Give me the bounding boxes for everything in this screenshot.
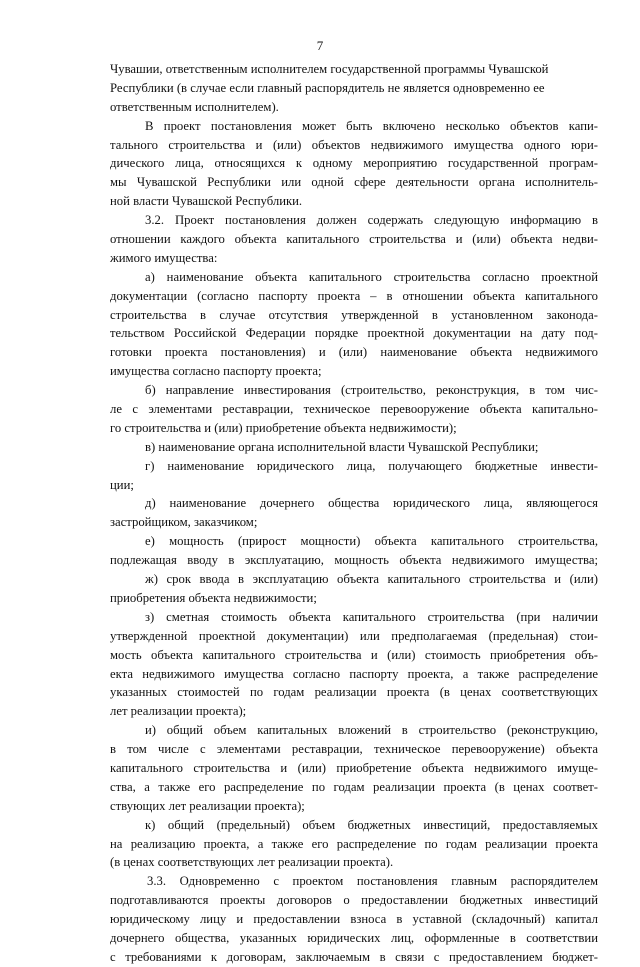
text-line: г) наименование юридического лица, получающего бюджетные инвести- bbox=[145, 458, 598, 473]
text-line: В проект постановления может быть включено несколько объектов капи- bbox=[145, 118, 598, 133]
text-line: ответственным исполнителем). bbox=[110, 99, 279, 114]
text-line: в) наименование органа исполнительной власти Чувашской Республики; bbox=[145, 439, 539, 454]
text-line: с требованиями к договорам, заключаемым в связи с предоставлением бюджет- bbox=[110, 949, 598, 964]
text-line: приобретения объекта недвижимости; bbox=[110, 590, 317, 605]
text-line: подлежащая вводу в эксплуатацию, мощность объекта недвижимого имущества; bbox=[110, 553, 598, 568]
text-line: е) мощность (прирост мощности) объекта капитального строительства, bbox=[145, 534, 598, 549]
text-line: имущества согласно паспорту проекта; bbox=[110, 364, 322, 379]
text-line: з) сметная стоимость объекта капитального строительства (при наличии bbox=[145, 609, 598, 624]
text-line: указанных стоимостей по годам реализации проекта (в ценах соответствующих bbox=[110, 685, 598, 700]
text-line: дического лица, относящихся к одному мероприятию государственной програм- bbox=[110, 156, 598, 171]
text-line: документации (согласно паспорту проекта – в отношении объекта капитального bbox=[110, 288, 598, 303]
text-line: а) наименование объекта капитального строительства согласно проектной bbox=[145, 269, 598, 284]
text-line: юридическому лицу и предоставлении взноса в уставной (складочный) капитал bbox=[110, 912, 598, 927]
text-line: тельством Российской Федерации порядке проектной документации на дату под- bbox=[110, 326, 598, 341]
text-line: утвержденной проектной документации) или предполагаемая (предельная) стои- bbox=[110, 628, 598, 643]
text-line: Республики (в случае если главный распорядитель не является одновременно ее bbox=[110, 80, 545, 95]
text-line: ле с элементами реставрации, техническое перевооружение объекта капитально- bbox=[110, 402, 598, 417]
text-line: 3.2. Проект постановления должен содержать следующую информацию в bbox=[145, 213, 598, 228]
text-line: застройщиком, заказчиком; bbox=[110, 515, 258, 530]
text-line: в том числе с элементами реставрации, техническое перевооружение) объекта bbox=[110, 742, 598, 757]
text-line: лет реализации проекта); bbox=[110, 704, 247, 719]
text-line: жимого имущества: bbox=[110, 250, 218, 265]
text-line: и) общий объем капитальных вложений в строительство (реконструкцию, bbox=[145, 723, 598, 738]
text-line: дочернего общества, указанных юридических лиц, оформленные в соответствии bbox=[110, 930, 598, 945]
page-number: 7 bbox=[316, 38, 324, 53]
text-line: екта недвижимого имущества согласно паспорту проекта, а также распределение bbox=[110, 666, 598, 681]
text-line: отношении каждого объекта капитального строительства и (или) объекта недви- bbox=[110, 232, 598, 247]
text-line: капитального строительства и (или) приобретение объекта недвижимого имуще- bbox=[110, 760, 598, 775]
text-line: подготавливаются проекты договоров о предоставлении бюджетных инвестиций bbox=[110, 893, 598, 908]
text-line: ции; bbox=[110, 477, 134, 492]
text-line: тального строительства и (или) объектов недвижимого имущества одного юри- bbox=[110, 137, 598, 152]
text-line: мость объекта капитального строительства и (или) стоимость приобретения объ- bbox=[110, 647, 598, 662]
text-line: б) направление инвестирования (строительство, реконструкция, в том чис- bbox=[145, 383, 598, 398]
document-body bbox=[110, 60, 598, 967]
text-line: мы Чувашской Республики или одной сфере деятельности органа исполнитель- bbox=[110, 175, 598, 190]
text-line: строительства в случае отсутствия утвержденной в установленном законода- bbox=[110, 307, 598, 322]
text-line: (в ценах соответствующих лет реализации проекта). bbox=[110, 855, 394, 870]
text-line: ства, а также его распределение по годам реализации проекта (в ценах соответ- bbox=[110, 779, 598, 794]
text-line: ж) срок ввода в эксплуатацию объекта капитального строительства и (или) bbox=[145, 572, 598, 587]
text-line: к) общий (предельный) объем бюджетных инвестиций, предоставляемых bbox=[145, 817, 598, 832]
text-line: Чувашии, ответственным исполнителем государственной программы Чувашской bbox=[110, 62, 549, 76]
text-line: ствующих лет реализации проекта); bbox=[110, 798, 305, 813]
text-line: на реализацию проекта, а также его распределение по годам реализации проекта bbox=[110, 836, 598, 851]
text-line: д) наименование дочернего общества юридического лица, являющегося bbox=[145, 496, 598, 511]
text-line: 3.3. Одновременно с проектом постановления главным распорядителем bbox=[147, 874, 598, 889]
text-line: готовки проекта постановления) и (или) наименование объекта недвижимого bbox=[110, 345, 598, 360]
text-line: го строительства и (или) приобретение объекта недвижимости); bbox=[110, 420, 457, 435]
text-line: ной власти Чувашской Республики. bbox=[110, 194, 303, 209]
